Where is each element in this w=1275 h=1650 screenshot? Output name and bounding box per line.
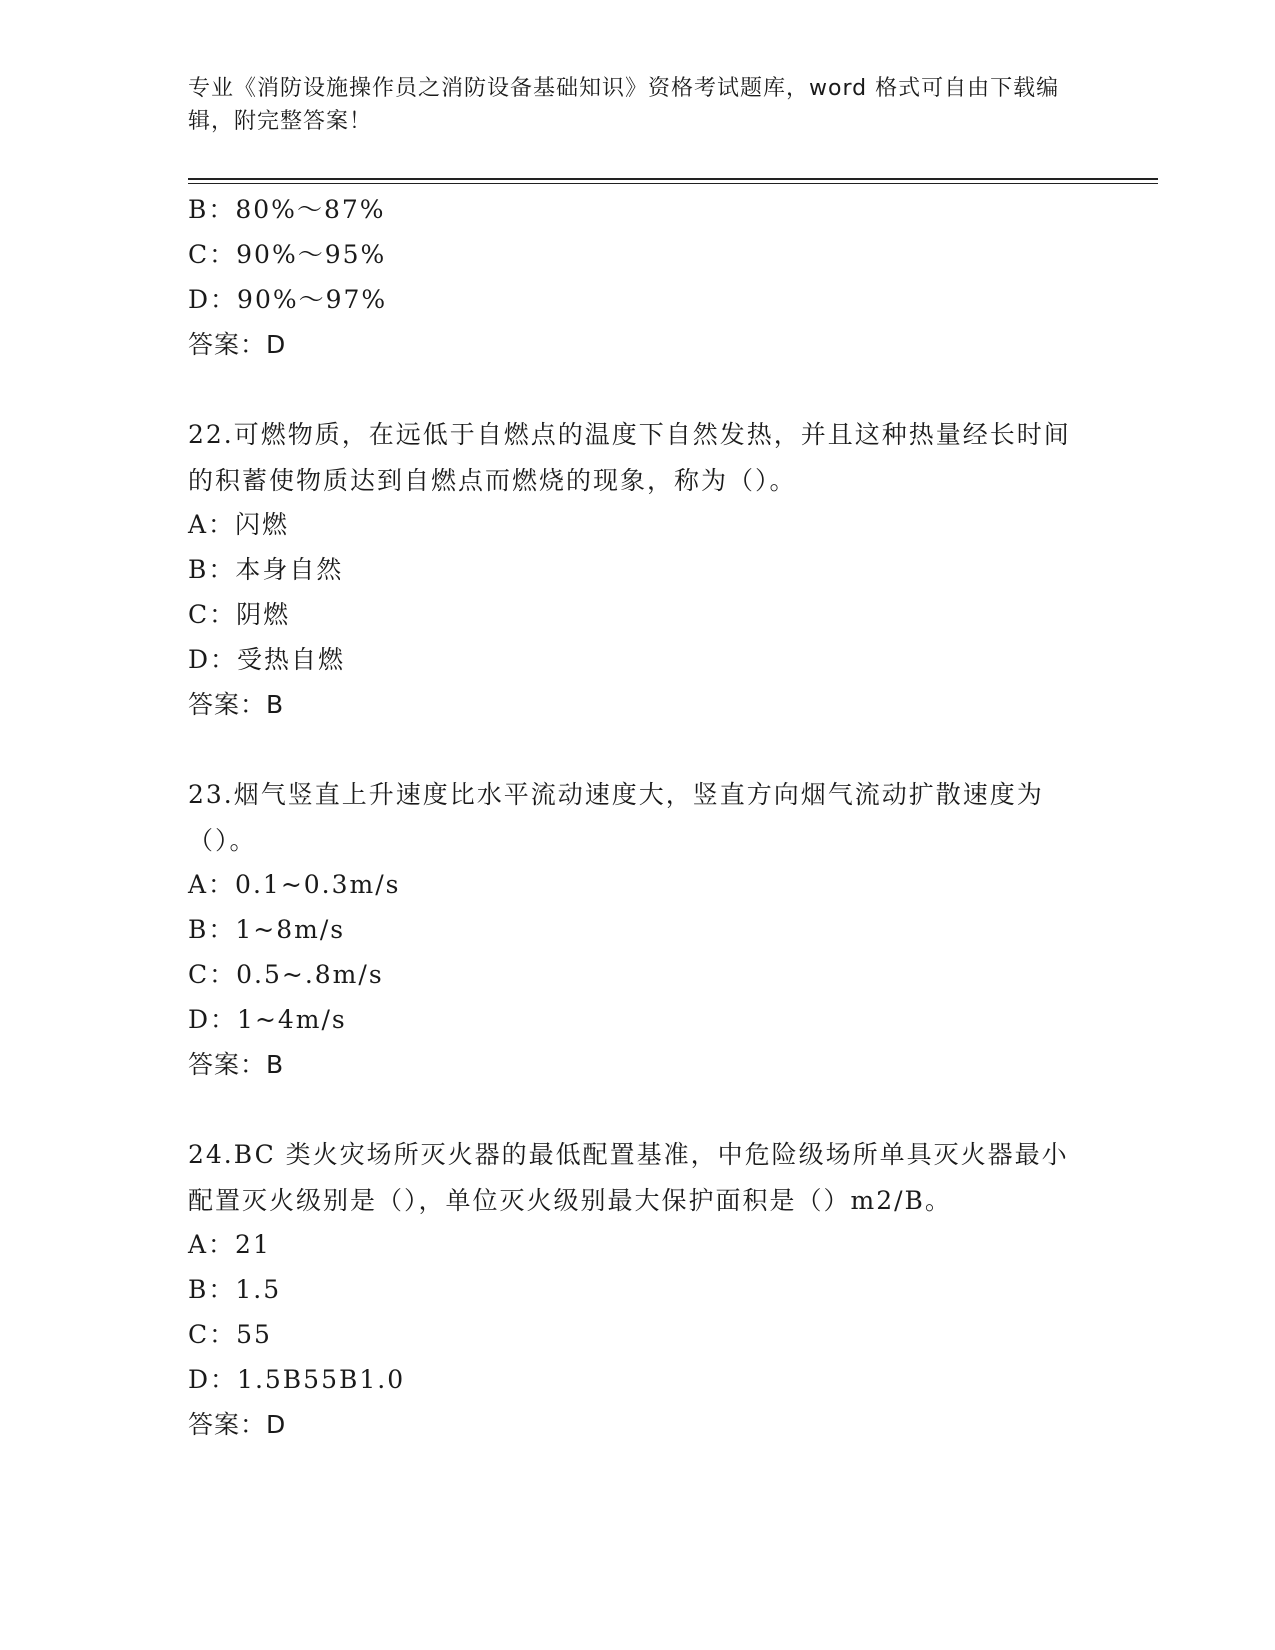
answer: 答案：D — [188, 1410, 287, 1439]
option-d: D：1.5B55B1.0 — [188, 1365, 406, 1394]
option-a: A：闪燃 — [188, 510, 290, 539]
question-stem-22: 22.可燃物质，在远低于自燃点的温度下自然发热，并且这种热量经长时间的积蓄使物质达到自燃点而燃烧的现象，称为（）。 — [188, 420, 1071, 495]
answer: 答案：B — [188, 690, 285, 719]
option-d: D：1~4m/s — [188, 1005, 347, 1034]
option-b: B：本身自然 — [188, 555, 344, 584]
option-d: D：90%～97% — [188, 285, 388, 314]
header-divider-thin — [188, 183, 1158, 184]
option-c: C：90%～95% — [188, 240, 387, 269]
option-a: A：21 — [188, 1230, 271, 1259]
document-header: 专业《消防设施操作员之消防设备基础知识》资格考试题库，word 格式可自由下载编辑，附完整答案！ — [188, 76, 1060, 134]
header-divider — [188, 178, 1158, 180]
question-stem-23: 23.烟气竖直上升速度比水平流动速度大，竖直方向烟气流动扩散速度为（）。 — [188, 780, 1044, 855]
option-c: C：55 — [188, 1320, 272, 1349]
answer: 答案：B — [188, 1050, 285, 1079]
option-a: A：0.1~0.3m/s — [188, 870, 401, 899]
option-d: D：受热自燃 — [188, 645, 346, 674]
option-c: C：0.5~.8m/s — [188, 960, 384, 989]
answer: 答案：D — [188, 330, 287, 359]
option-b: B：80%～87% — [188, 195, 386, 224]
option-c: C：阴燃 — [188, 600, 291, 629]
question-stem-24: 24.BC 类火灾场所灭火器的最低配置基准，中危险级场所单具灭火器最小配置灭火级别是（），单位灭火级别最大保护面积是（）m2/B。 — [188, 1140, 1069, 1215]
option-b: B：1~8m/s — [188, 915, 346, 944]
option-b: B：1.5 — [188, 1275, 282, 1304]
